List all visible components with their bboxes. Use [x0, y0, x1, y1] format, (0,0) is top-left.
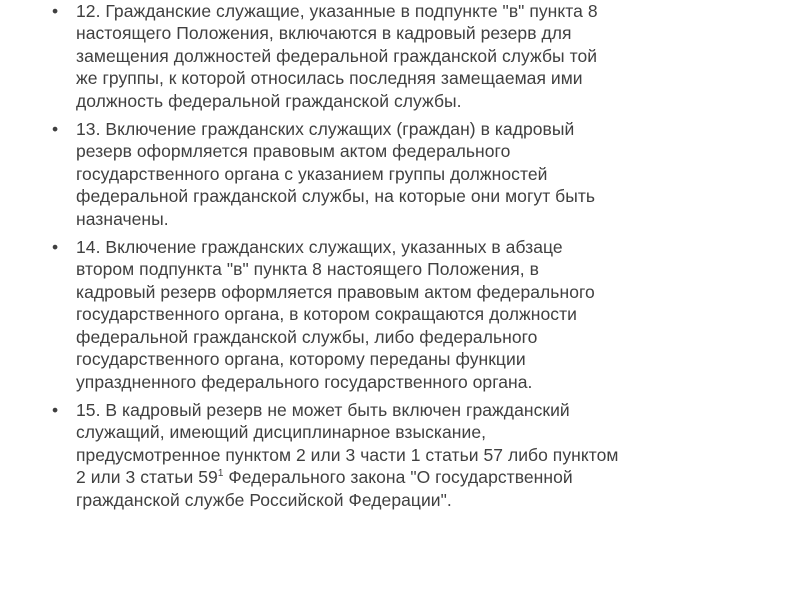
- list-item-point-12: [52, 0, 770, 112]
- bullet-icon: •: [52, 237, 59, 258]
- point-12-line-1: 12. Гражданские служащие, указанные в подпункте "в" пункта 8: [76, 1, 598, 21]
- point-14-line-4: государственного органа, в котором сокращаются должности: [76, 304, 577, 325]
- point-12-line-5: должность федеральной гражданской службы.: [76, 90, 462, 111]
- article-number-superscript: 1: [217, 468, 224, 480]
- point-15-line-4-text-after: Федерального закона "О государственной: [223, 467, 573, 488]
- bullet-icon: •: [52, 119, 59, 140]
- point-13-line-3: государственного органа с указанием группы должностей: [76, 163, 548, 184]
- point-13-line-1: 13. Включение гражданских служащих (граждан) в кадровый: [76, 119, 575, 140]
- bullet-icon: •: [52, 1, 59, 21]
- point-15-line-4: [76, 466, 770, 488]
- list-item-point-14: [52, 236, 770, 393]
- point-13-line-2: резерв оформляется правовым актом федерального: [76, 141, 511, 162]
- point-14-line-7: упраздненного федерального государственного органа.: [76, 371, 533, 392]
- point-14-line-1: 14. Включение гражданских служащих, указанных в абзаце: [76, 237, 563, 258]
- point-15-line-2: служащий, имеющий дисциплинарное взыскание,: [76, 422, 487, 443]
- point-12-line-3: замещения должностей федеральной гражданской службы той: [76, 45, 598, 66]
- point-15-line-4-text-before: 2 или 3 статьи 59: [76, 467, 218, 488]
- point-15-line-1: 15. В кадровый резерв не может быть включен гражданский: [76, 399, 570, 420]
- point-14-line-5: федеральной гражданской службы, либо федерального: [76, 326, 538, 347]
- point-13-line-5: назначены.: [76, 208, 169, 229]
- point-15-line-3: предусмотренное пунктом 2 или 3 части 1 статьи 57 либо пунктом: [76, 444, 619, 465]
- regulation-points-list: [52, 0, 770, 511]
- point-12-line-2: настоящего Положения, включаются в кадровый резерв для: [76, 23, 572, 44]
- point-15-line-5: гражданской службе Российской Федерации".: [76, 489, 452, 510]
- point-13-line-4: федеральной гражданской службы, на которые они могут быть: [76, 186, 596, 207]
- list-item-point-15: [52, 399, 770, 511]
- point-14-line-2: втором подпункта "в" пункта 8 настоящего Положения, в: [76, 259, 539, 280]
- point-12-line-4: же группы, к которой относилась последняя замещаемая ими: [76, 68, 583, 89]
- point-14-line-3: кадровый резерв оформляется правовым актом федерального: [76, 281, 595, 302]
- bullet-icon: •: [52, 399, 59, 420]
- list-item-point-13: [52, 118, 770, 230]
- point-14-line-6: государственного органа, которому переданы функции: [76, 349, 526, 370]
